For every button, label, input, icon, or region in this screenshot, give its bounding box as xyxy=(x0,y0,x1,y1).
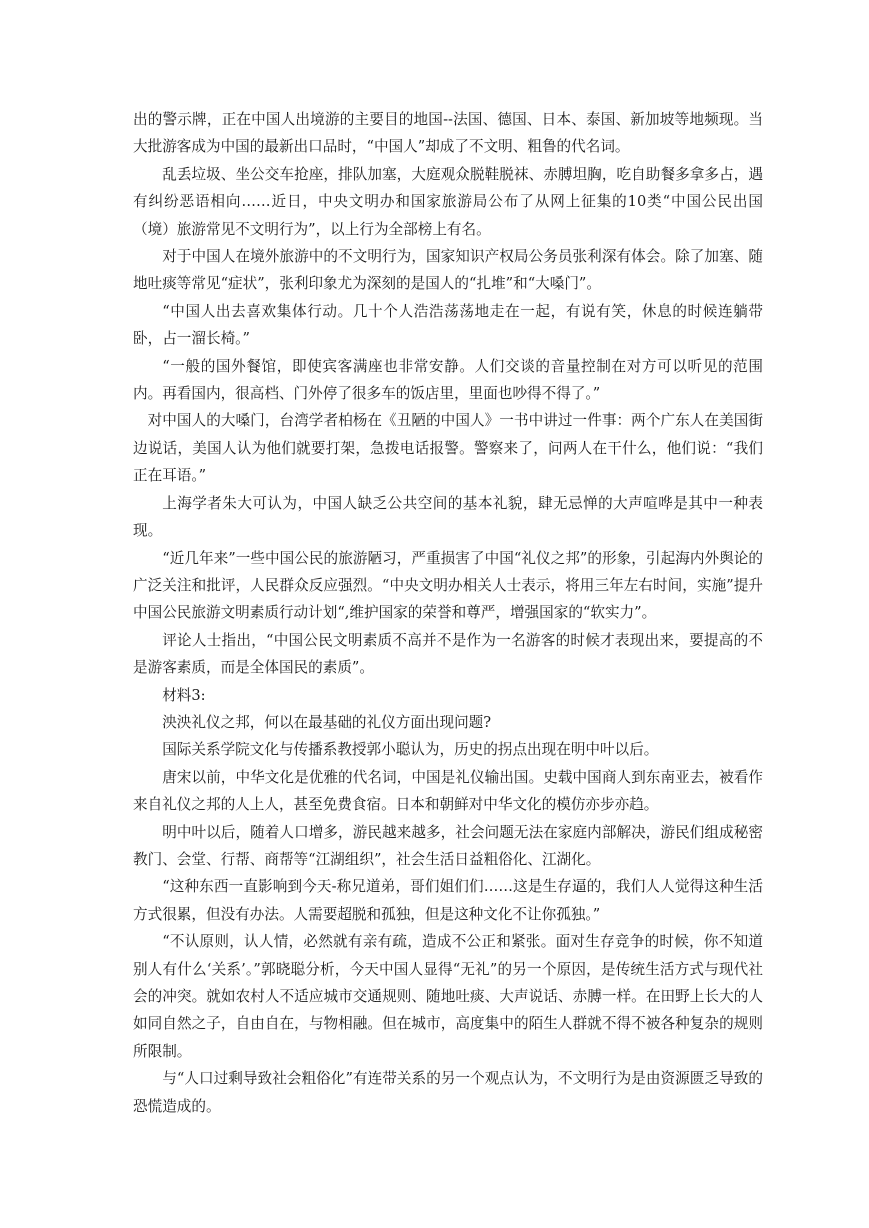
paragraph: “一般的国外餐馆，即使宾客满座也非常安静。人们交谈的音量控制在对方可以听见的范围内。再看国内，很高档、门外停了很多车的饭店里，里面也吵得不得了。” xyxy=(133,357,763,403)
paragraph: 对中国人的大嗓门，台湾学者柏杨在《丑陋的中国人》一书中讲过一件事：两个广东人在美国街边说话，美国人认为他们就要打架，急拨电话报警。警察来了，问两人在干什么，他们说：“我们正在耳语。” xyxy=(133,412,763,485)
paragraph: 上海学者朱大可认为，中国人缺乏公共空间的基本礼貌，肆无忌惮的大声喧哗是其中一种表现。 xyxy=(133,494,763,540)
section-heading: 材料3: xyxy=(162,686,206,704)
paragraph: “不认原则，认人情，必然就有亲有疏，造成不公正和紧张。面对生存竞争的时候，你不知道别人有什么‘关系’。”郭晓聪分析，今天中国人显得“无礼”的另一个原因，是传统生活方式与现代社会的冲突。就如农村人不适应城市交通规则、随地吐痰、大声说话、赤膊一样。在田野上长大的人如同自然之子，自由自在，与物相融。但在城市，高度集中的陌生人群就不得不被各种复杂的规则所限制。 xyxy=(133,933,763,1060)
paragraph: 评论人士指出，“中国公民文明素质不高并不是作为一名游客的时候才表现出来，要提高的不是游客素质，而是全体国民的素质”。 xyxy=(133,631,763,677)
paragraph: 泱泱礼仪之邦，何以在最基础的礼仪方面出现问题? xyxy=(162,713,492,731)
paragraph: 出的警示牌，正在中国人出境游的主要目的地国--法国、德国、日本、泰国、新加坡等地频现。当大批游客成为中国的最新出口品时，“中国人”却成了不文明、粗鲁的代名词。 xyxy=(133,111,763,156)
paragraph: 唐宋以前，中华文化是优雅的代名词，中国是礼仪输出国。史载中国商人到东南亚去，被看作来自礼仪之邦的人上人，甚至免费食宿。日本和朝鲜对中华文化的模仿亦步亦趋。 xyxy=(133,768,763,814)
paragraph: “近几年来”一些中国公民的旅游陋习，严重损害了中国“礼仪之邦”的形象，引起海内外舆论的广泛关注和批评，人民群众反应强烈。“中央文明办相关人士表示，将用三年左右时间，实施”提升中国公民旅游文明素质行动计划“,维护国家的荣誉和尊严，增强国家的“软实力”。 xyxy=(133,549,763,622)
article-body xyxy=(133,106,763,1120)
paragraph: “这种东西一直影响到今天-称兄道弟，哥们姐们们……这是生存逼的，我们人人觉得这种生活方式很累，但没有办法。人需要超脱和孤独，但是这种文化不让你孤独。” xyxy=(133,878,763,923)
paragraph: 明中叶以后，随着人口增多，游民越来越多，社会问题无法在家庭内部解决，游民们组成秘密教门、会堂、行帮、商帮等“江湖组织”，社会生活日益粗俗化、江湖化。 xyxy=(133,823,763,868)
paragraph: 与“人口过剩导致社会粗俗化”有连带关系的另一个观点认为，不文明行为是由资源匮乏导致的恐慌造成的。 xyxy=(133,1070,763,1115)
paragraph: “中国人出去喜欢集体行动。几十个人浩浩荡荡地走在一起，有说有笑，休息的时候连躺带卧，占一溜长椅。” xyxy=(133,302,763,348)
paragraph: 对于中国人在境外旅游中的不文明行为，国家知识产权局公务员张利深有体会。除了加塞、随地吐痰等常见“症状”，张利印象尤为深刻的是国人的“扎堆”和“大嗓门”。 xyxy=(133,248,763,293)
paragraph: 乱丢垃圾、坐公交车抢座，排队加塞，大庭观众脱鞋脱袜、赤膊坦胸，吃自助餐多拿多占，遇有纠纷恶语相向……近日，中央文明办和国家旅游局公布了从网上征集的10类“中国公民出国（境）旅游常见不文明行为”，以上行为全部榜上有名。 xyxy=(133,165,763,238)
paragraph: 国际关系学院文化与传播系教授郭小聪认为，历史的拐点出现在明中叶以后。 xyxy=(162,741,659,759)
